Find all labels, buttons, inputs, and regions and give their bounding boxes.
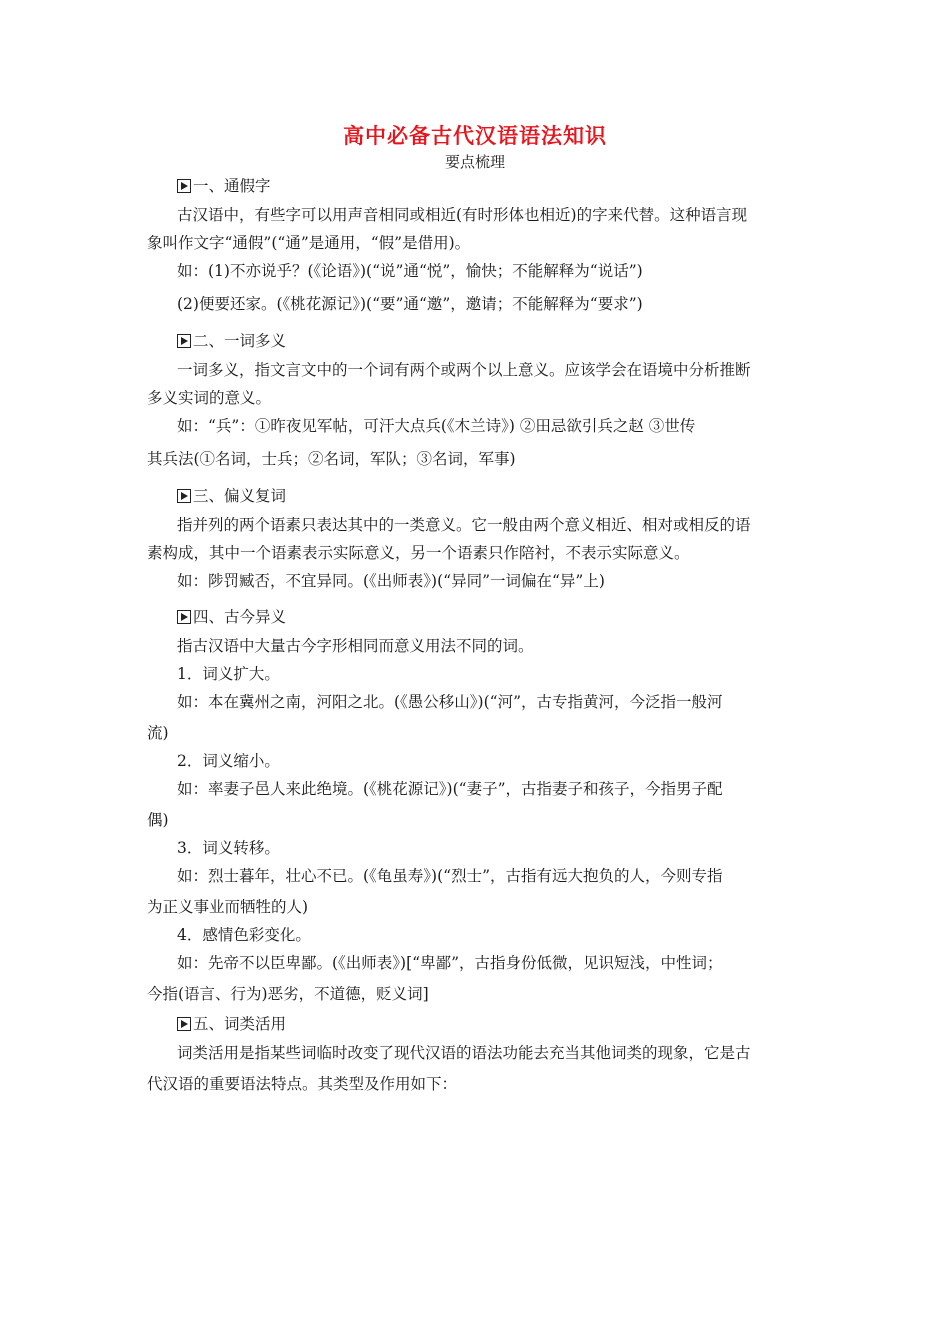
section-heading-text: 四、古今异义 bbox=[193, 608, 287, 626]
play-icon bbox=[177, 489, 191, 503]
paragraph-line: 古汉语中，有些字可以用声音相同或相近(有时形体也相近)的字来代替。这种语言现 bbox=[177, 206, 748, 224]
example-line: 如：“兵”：①昨夜见军帖，可汗大点兵(《木兰诗》) ②田忌欲引兵之赵 ③世传 bbox=[177, 417, 696, 435]
paragraph-line: 指并列的两个语素只表达其中的一类意义。它一般由两个意义相近、相对或相反的语 bbox=[177, 516, 751, 534]
page-subtitle: 要点梳理 bbox=[444, 153, 505, 171]
section-heading-text: 一、通假字 bbox=[193, 177, 271, 195]
example-line: 如：本在冀州之南，河阳之北。(《愚公移山》)(“河”，古专指黄河，今泛指一般河 bbox=[177, 693, 723, 711]
list-item: 2．词义缩小。 bbox=[177, 752, 280, 770]
paragraph-line: 多义实词的意义。 bbox=[147, 389, 272, 407]
page-title: 高中必备古代汉语语法知识 bbox=[343, 123, 607, 148]
paragraph-line: 指古汉语中大量古今字形相同而意义用法不同的词。 bbox=[177, 637, 534, 655]
paragraph-line: 一词多义，指文言文中的一个词有两个或两个以上意义。应该学会在语境中分析推断 bbox=[177, 361, 751, 379]
list-item: 1．词义扩大。 bbox=[177, 665, 280, 683]
example-line: (2)便要还家。(《桃花源记》)(“要”通“邀”，邀请；不能解释为“要求”) bbox=[177, 295, 643, 313]
example-line: 如：烈士暮年，壮心不已。(《龟虽寿》)(“烈士”，古指有远大抱负的人，今则专指 bbox=[177, 867, 723, 885]
section-heading-2 bbox=[177, 331, 286, 351]
section-heading-5 bbox=[177, 1014, 286, 1034]
section-heading-text: 三、偏义复词 bbox=[193, 487, 287, 505]
section-heading-text: 二、一词多义 bbox=[193, 332, 287, 350]
list-item: 4．感情色彩变化。 bbox=[177, 926, 311, 944]
play-icon bbox=[177, 334, 191, 348]
section-heading-4 bbox=[177, 607, 286, 627]
example-line: 如：先帝不以臣卑鄙。(《出师表》)[“卑鄙”，古指身份低微，见识短浅，中性词； bbox=[177, 954, 723, 972]
example-line: 偶) bbox=[147, 811, 169, 829]
section-heading-text: 五、词类活用 bbox=[193, 1015, 287, 1033]
paragraph-line: 素构成，其中一个语素表示实际意义，另一个语素只作陪衬，不表示实际意义。 bbox=[147, 544, 690, 562]
play-icon bbox=[177, 179, 191, 193]
example-line: 如：(1)不亦说乎？(《论语》)(“说”通“悦”，愉快；不能解释为“说话”) bbox=[177, 262, 643, 280]
paragraph-line: 象叫作文字“通假”(“通”是通用，“假”是借用)。 bbox=[147, 234, 471, 252]
example-line: 为正义事业而牺牲的人) bbox=[147, 898, 309, 916]
example-line: 流) bbox=[147, 724, 169, 742]
section-heading-3 bbox=[177, 486, 286, 506]
list-item: 3．词义转移。 bbox=[177, 839, 280, 857]
example-line: 今指(语言、行为)恶劣，不道德，贬义词] bbox=[147, 985, 429, 1003]
example-line: 其兵法(①名词，士兵；②名词，军队；③名词，军事) bbox=[147, 450, 516, 468]
play-icon bbox=[177, 610, 191, 624]
play-icon bbox=[177, 1017, 191, 1031]
section-heading-1 bbox=[177, 176, 271, 196]
paragraph-line: 词类活用是指某些词临时改变了现代汉语的语法功能去充当其他词类的现象，它是古 bbox=[177, 1044, 751, 1062]
paragraph-line: 代汉语的重要语法特点。其类型及作用如下： bbox=[147, 1075, 458, 1093]
example-line: 如：陟罚臧否，不宜异同。(《出师表》)(“异同”一词偏在“异”上) bbox=[177, 572, 605, 590]
example-line: 如：率妻子邑人来此绝境。(《桃花源记》)(“妻子”，古指妻子和孩子，今指男子配 bbox=[177, 780, 723, 798]
